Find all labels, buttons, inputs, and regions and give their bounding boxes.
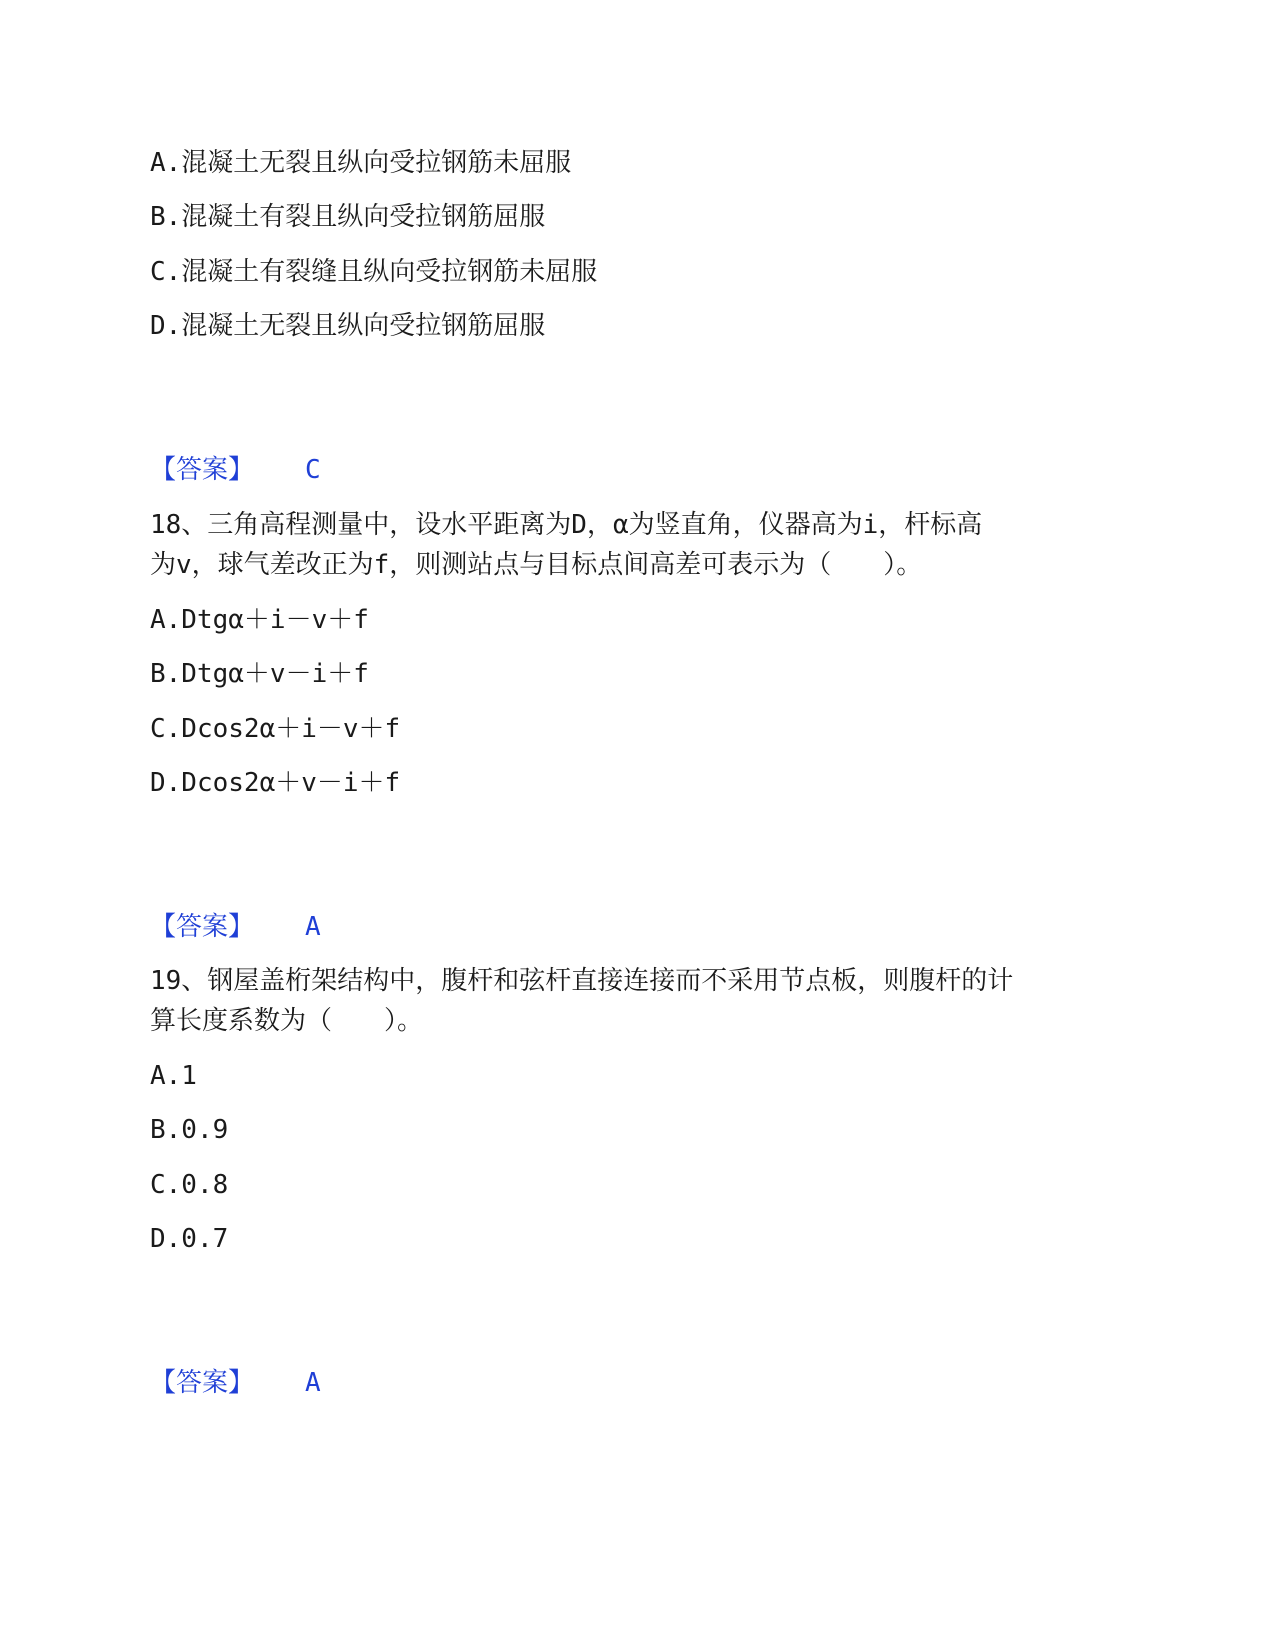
q17-option-c: C.混凝土有裂缝且纵向受拉钢筋未屈服 <box>150 257 598 287</box>
q18-answer-label: 【答案】 <box>150 912 255 942</box>
q19-answer-value: A <box>305 1368 321 1398</box>
q19-option-a: A.1 <box>150 1061 197 1091</box>
q17-option-b: B.混凝土有裂且纵向受拉钢筋屈服 <box>150 202 546 232</box>
q19-option-b: B.0.9 <box>150 1115 229 1145</box>
q18-answer-value: A <box>305 912 321 942</box>
q17-answer-value: C <box>305 455 321 485</box>
q18-option-d: D.Dcos2α＋v－i＋f <box>150 768 401 798</box>
q18-stem-line-2: 为v，球气差改正为f，则测站点与目标点间高差可表示为（ ）。 <box>150 550 923 580</box>
q19-stem-line-2: 算长度系数为（ ）。 <box>150 1006 424 1036</box>
q18-option-a: A.Dtgα＋i－v＋f <box>150 605 369 635</box>
q19-option-d: D.0.7 <box>150 1224 229 1254</box>
q18-option-c: C.Dcos2α＋i－v＋f <box>150 714 401 744</box>
q18-option-b: B.Dtgα＋v－i＋f <box>150 659 369 689</box>
q17-answer-label: 【答案】 <box>150 455 255 485</box>
q19-answer-label: 【答案】 <box>150 1368 255 1398</box>
q18-answer <box>150 910 321 944</box>
q17-option-d: D.混凝土无裂且纵向受拉钢筋屈服 <box>150 311 546 341</box>
q18-stem-line-1: 18、三角高程测量中，设水平距离为D，α为竖直角，仪器高为i，杆标高 <box>150 510 983 540</box>
q17-answer <box>150 453 321 487</box>
q19-answer <box>150 1366 321 1400</box>
q19-stem-line-1: 19、钢屋盖桁架结构中，腹杆和弦杆直接连接而不采用节点板，则腹杆的计 <box>150 966 1014 996</box>
q17-option-a: A.混凝土无裂且纵向受拉钢筋未屈服 <box>150 148 572 178</box>
q19-option-c: C.0.8 <box>150 1170 229 1200</box>
